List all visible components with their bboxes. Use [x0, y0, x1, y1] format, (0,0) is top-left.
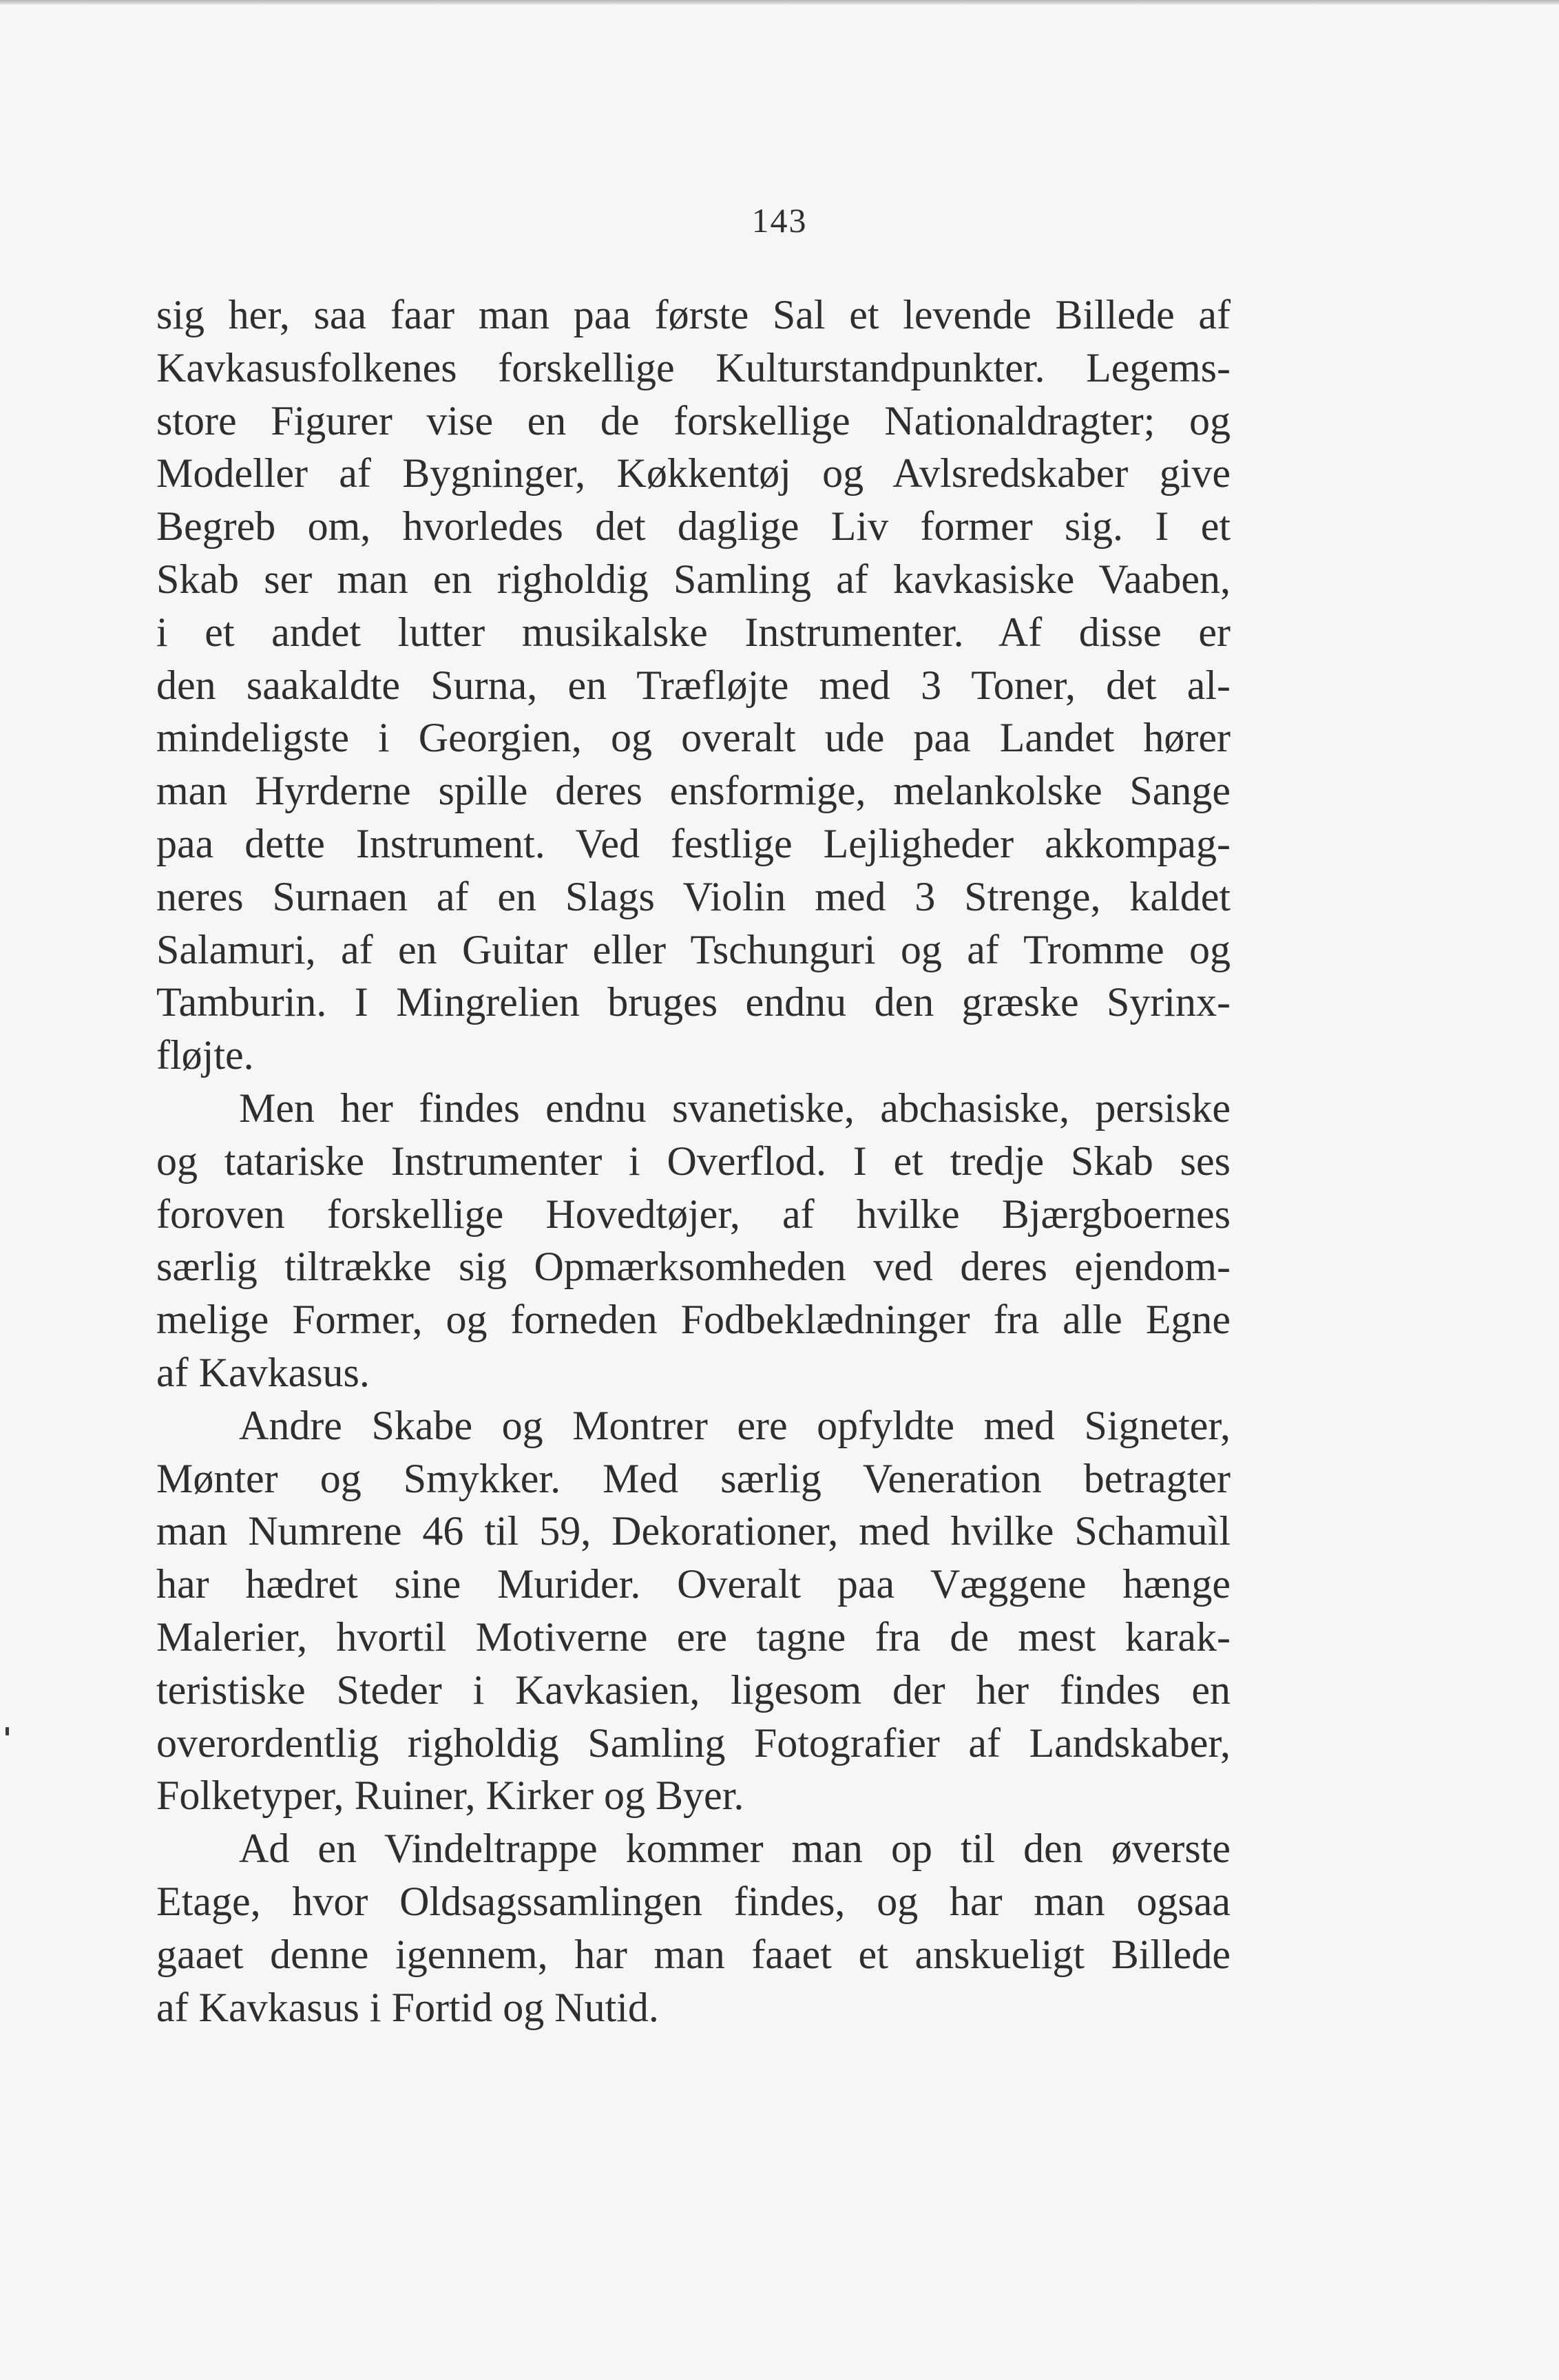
text-line: fløjte. — [156, 1032, 254, 1078]
text-line: Kavkasusfolkenes forskellige Kulturstandpunkter. Legems- — [156, 344, 1231, 390]
text-line: Ad en Vindeltrappe kommer man op til den øverste — [239, 1826, 1231, 1872]
text-line: Tamburin. I Mingrelien bruges endnu den græske Syrinx- — [156, 979, 1231, 1025]
text-line: neres Surnaen af en Slags Violin med 3 Strenge, kaldet — [156, 873, 1231, 919]
text-line: Men her findes endnu svanetiske, abchasiske, persiske — [239, 1085, 1231, 1131]
text-line: man Hyrderne spille deres ensformige, melankolske Sange — [156, 768, 1231, 814]
text-line: Etage, hvor Oldsagssamlingen findes, og har man ogsaa — [156, 1878, 1231, 1924]
text-line: den saakaldte Surna, en Træfløjte med 3 Toner, det al- — [156, 662, 1231, 708]
text-line: overordentlig righoldig Samling Fotografier af Landskaber, — [156, 1720, 1231, 1766]
text-line: og tatariske Instrumenter i Overflod. I et tredje Skab ses — [156, 1138, 1231, 1184]
body-text — [156, 289, 1231, 2034]
text-line: af Kavkasus. — [156, 1349, 370, 1395]
text-line: Andre Skabe og Montrer ere opfyldte med Signeter, — [239, 1402, 1231, 1448]
text-line: store Figurer vise en de forskellige Nationaldragter; og — [156, 397, 1231, 443]
text-line: teristiske Steder i Kavkasien, ligesom der her findes en — [156, 1667, 1231, 1713]
text-line: Skab ser man en righoldig Samling af kavkasiske Vaaben, — [156, 556, 1231, 602]
text-line: af Kavkasus i Fortid og Nutid. — [156, 1984, 659, 2030]
text-line: Begreb om, hvorledes det daglige Liv former sig. I et — [156, 503, 1231, 550]
text-line: Salamuri, af en Guitar eller Tschunguri og af Tromme og — [156, 926, 1231, 972]
margin-mark — [6, 1727, 9, 1735]
text-line: gaaet denne igennem, har man faaet et anskueligt Billede — [156, 1931, 1231, 1977]
text-line: paa dette Instrument. Ved festlige Lejligheder akkompag- — [156, 820, 1231, 866]
text-line: i et andet lutter musikalske Instrumenter. Af disse er — [156, 609, 1231, 655]
text-line: foroven forskellige Hovedtøjer, af hvilke Bjærgboernes — [156, 1191, 1231, 1237]
text-line: Modeller af Bygninger, Køkkentøj og Avlsredskaber give — [156, 450, 1231, 497]
paragraph — [156, 1082, 1231, 1399]
text-line: sig her, saa faar man paa første Sal et levende Billede af — [156, 292, 1231, 337]
page-top-edge — [0, 0, 1559, 5]
paragraph — [156, 289, 1231, 1082]
paragraph — [156, 1822, 1231, 2034]
page-number: 143 — [751, 201, 808, 240]
text-line: Mønter og Smykker. Med særlig Veneration betragter — [156, 1455, 1231, 1501]
text-line: mindeligste i Georgien, og overalt ude paa Landet hører — [156, 715, 1231, 761]
text-line: særlig tiltrække sig Opmærksomheden ved deres ejendom- — [156, 1244, 1231, 1290]
text-line: Folketyper, Ruiner, Kirker og Byer. — [156, 1773, 744, 1819]
text-line: Malerier, hvortil Motiverne ere tagne fra de mest karak- — [156, 1614, 1231, 1660]
text-line: melige Former, og forneden Fodbeklædninger fra alle Egne — [156, 1297, 1231, 1343]
text-line: man Numrene 46 til 59, Dekorationer, med hvilke Schamuìl — [156, 1508, 1231, 1554]
paragraph — [156, 1399, 1231, 1822]
text-line: har hædret sine Murider. Overalt paa Væggene hænge — [156, 1561, 1231, 1607]
